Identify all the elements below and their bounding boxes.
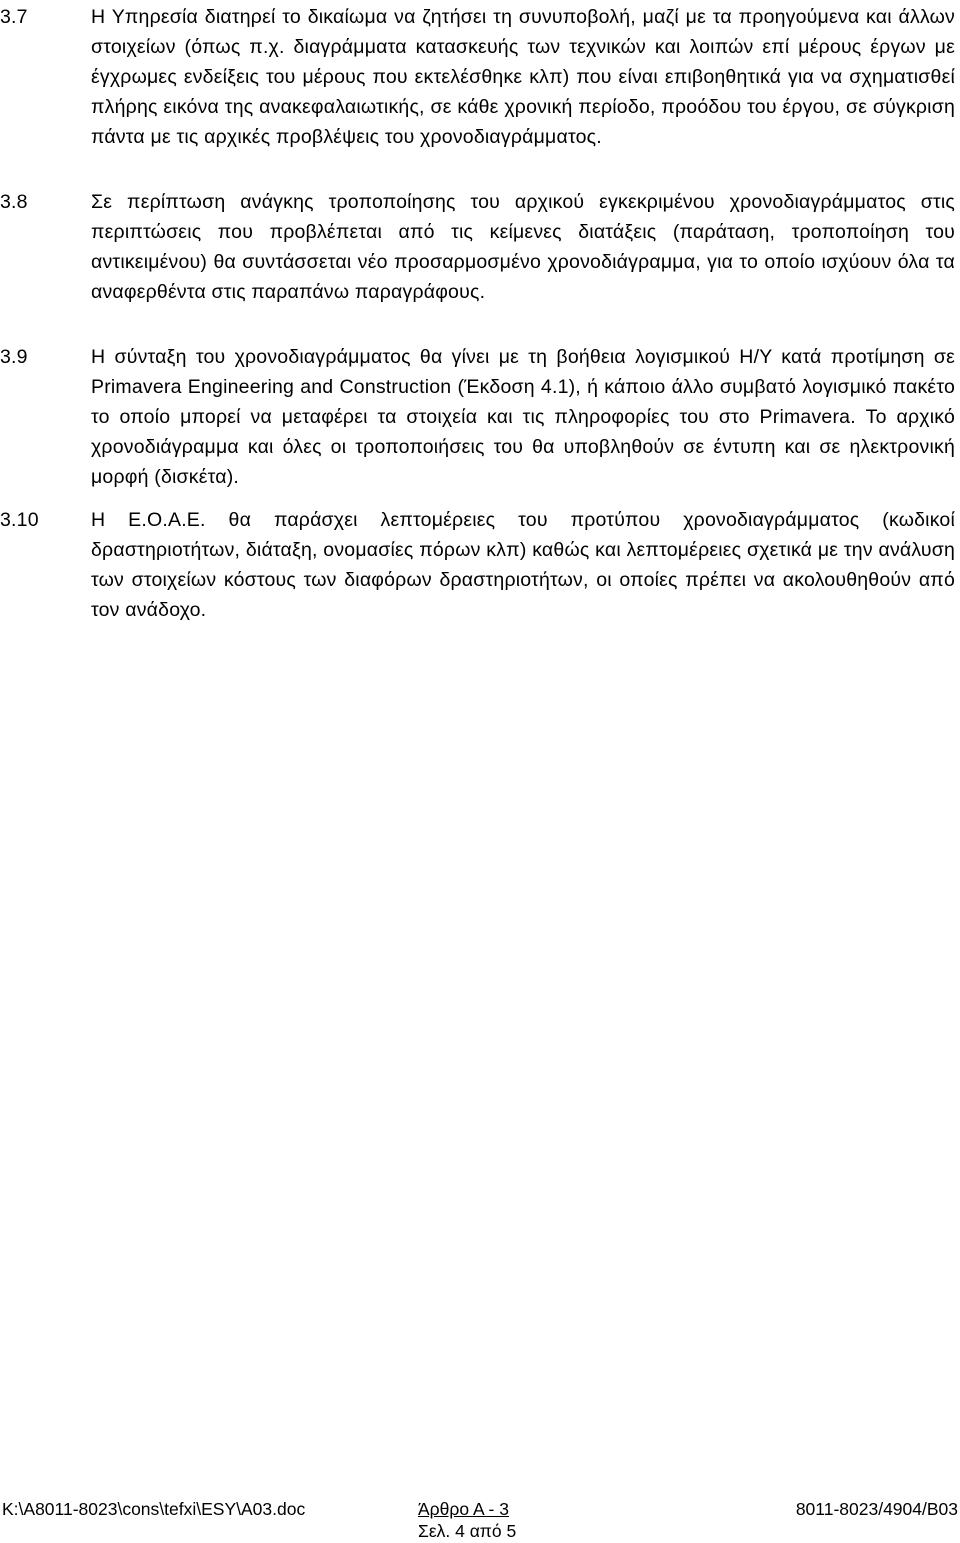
paragraph-number: 3.10 — [0, 509, 39, 531]
paragraph-number: 3.7 — [0, 6, 28, 28]
footer-center — [418, 1498, 558, 1542]
paragraph-text: Σε περίπτωση ανάγκης τροποποίησης του αρχικού εγκεκριμένου χρονοδιαγράμματος στις περιπτώσεις που προβλέπεται από τις κείμενες διατάξεις (παράταση, τροποποίηση του αντικειμένου) θα συντάσσεται νέο προσαρμοσμένο χρονοδιάγραμμα, για το οποίο ισχύουν όλα τα αναφερθέντα στις παραπάνω παραγράφους. — [91, 191, 955, 303]
paragraph-text: Η Υπηρεσία διατηρεί το δικαίωμα να ζητήσει τη συνυποβολή, μαζί με τα προηγούμενα και άλλων στοιχείων (όπως π.χ. διαγράμματα κατασκευής των τεχνικών και λοιπών επί μέρους έργων με έγχρωμες ενδείξεις του μέρους που εκτελέσθηκε κλπ) που είναι επιβοηθητικά για να σχηματισθεί πλήρης εικόνα της ανακεφαλαιωτικής, σε κάθε χρονική περίοδο, προόδου του έργου, σε σύγκριση πάντα με τις αρχικές προβλέψεις του χρονοδιαγράμματος. — [91, 6, 955, 148]
footer-file-path: K:\A8011-8023\cons\tefxi\ESY\A03.doc — [2, 1499, 306, 1519]
page-footer — [0, 1498, 960, 1543]
paragraph-text: Η Ε.Ο.Α.Ε. θα παράσχει λεπτομέρειες του προτύπου χρονοδιαγράμματος (κωδικοί δραστηριοτήτων, διάταξη, ονομασίες πόρων κλπ) καθώς και λεπτομέρειες σχετικά με την ανάλυση των στοιχείων κόστους των διαφόρων δραστηριοτήτων, οι οποίες πρέπει να ακολουθηθούν από τον ανάδοχο. — [91, 509, 955, 621]
footer-page-number: Σελ. 4 από 5 — [418, 1521, 517, 1541]
paragraph-number: 3.8 — [0, 191, 28, 213]
footer-reference: 8011-8023/4904/B03 — [795, 1499, 958, 1519]
paragraph-number: 3.9 — [0, 346, 28, 368]
footer-article: Άρθρο Α - 3 — [418, 1499, 509, 1519]
paragraph-text: Η σύνταξη του χρονοδιαγράμματος θα γίνει με τη βοήθεια λογισμικού Η/Υ κατά προτίμηση σε Primavera Engineering and Construction (Έκδοση 4.1), ή κάποιο άλλο συμβατό λογισμικό πακέτο το οποίο μπορεί να μεταφέρει τα στοιχεία και τις πληροφορίες του στο Primavera. Το αρχικό χρονοδιάγραμμα και όλες οι τροποποιήσεις του θα υποβληθούν σε έντυπη και σε ηλεκτρονική μορφή (δισκέτα). — [91, 346, 955, 488]
